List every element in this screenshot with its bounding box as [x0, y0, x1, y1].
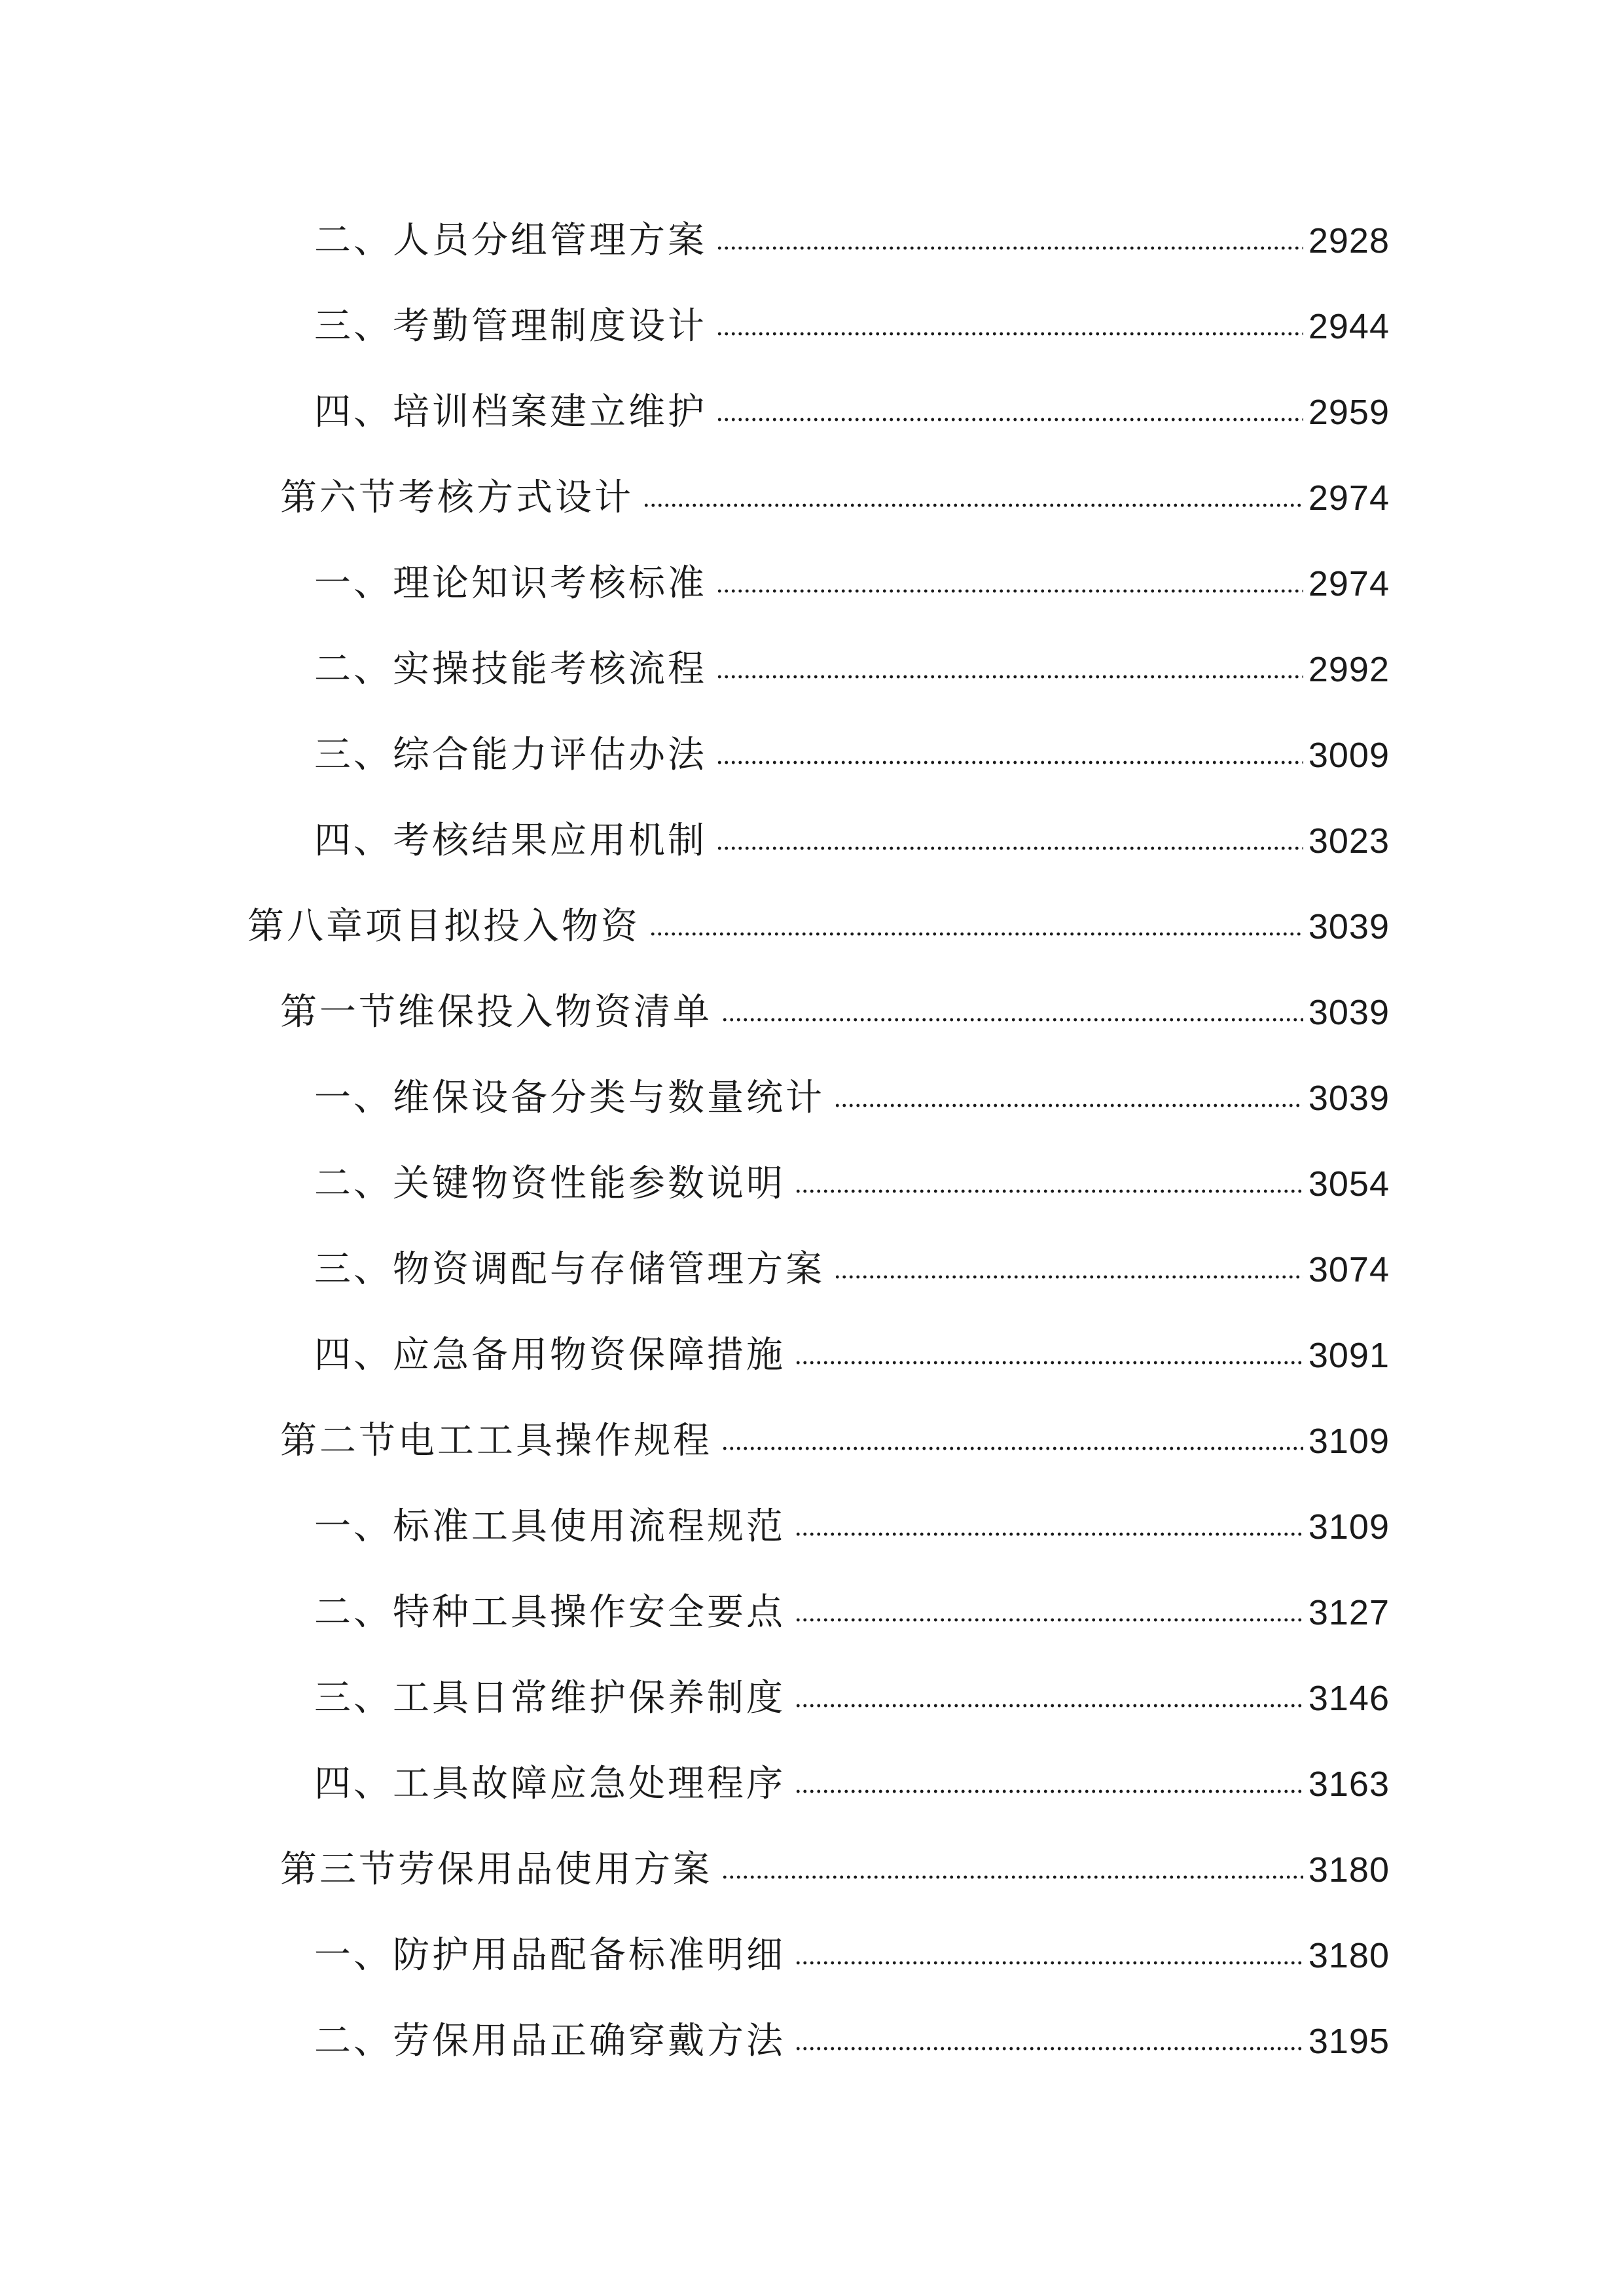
toc-entry[interactable] — [0, 1741, 1624, 1827]
toc-dot-leader — [834, 1270, 1303, 1283]
toc-page-number: 3039 — [1308, 906, 1390, 946]
toc-entry[interactable] — [0, 455, 1624, 541]
toc-entry[interactable] — [0, 884, 1624, 969]
toc-page-number: 3180 — [1308, 1850, 1390, 1890]
toc-dot-leader — [716, 670, 1303, 683]
toc-entry[interactable] — [0, 1227, 1624, 1312]
toc-entry-title: 二、实操技能考核流程 — [314, 647, 707, 691]
toc-dot-leader — [643, 499, 1303, 512]
toc-entry-title: 三、考勤管理制度设计 — [314, 304, 707, 348]
toc-page-number: 3127 — [1308, 1592, 1390, 1632]
toc-page-number: 2959 — [1308, 392, 1390, 432]
toc-entry[interactable] — [0, 1655, 1624, 1741]
toc-entry-title: 二、劳保用品正确穿戴方法 — [314, 2019, 785, 2062]
toc-dot-leader — [834, 1099, 1303, 1112]
toc-page-number: 2928 — [1308, 221, 1390, 260]
toc-entry-title: 四、应急备用物资保障措施 — [314, 1333, 785, 1376]
toc-entry[interactable] — [0, 1484, 1624, 1570]
toc-page-number: 3091 — [1308, 1335, 1390, 1375]
toc-dot-leader — [721, 1871, 1303, 1884]
toc-entry[interactable] — [0, 369, 1624, 455]
toc-entry-title: 三、综合能力评估办法 — [314, 733, 707, 776]
toc-entry-title: 第八章项目拟投入物资 — [247, 905, 640, 948]
toc-dot-leader — [716, 327, 1303, 340]
toc-page-number: 2992 — [1308, 649, 1390, 689]
toc-entry[interactable] — [0, 283, 1624, 369]
toc-page-number: 3109 — [1308, 1507, 1390, 1547]
toc-dot-leader — [795, 1185, 1303, 1198]
toc-entry[interactable] — [0, 1055, 1624, 1141]
toc-dot-leader — [716, 242, 1303, 255]
toc-page-number: 3039 — [1308, 992, 1390, 1032]
toc-entry[interactable] — [0, 541, 1624, 626]
toc-page-number: 2944 — [1308, 306, 1390, 346]
toc-dot-leader — [795, 1356, 1303, 1369]
toc-entry[interactable] — [0, 1827, 1624, 1912]
toc-entry[interactable] — [0, 1570, 1624, 1655]
toc-dot-leader — [649, 927, 1303, 941]
toc-entry-title: 第二节电工工具操作规程 — [280, 1419, 712, 1462]
toc-page-number: 3039 — [1308, 1078, 1390, 1118]
toc-page-number: 3163 — [1308, 1764, 1390, 1804]
toc-entry[interactable] — [0, 1141, 1624, 1227]
toc-page-number: 3054 — [1308, 1164, 1390, 1204]
toc-entry[interactable] — [0, 198, 1624, 283]
toc-entry-title: 四、工具故障应急处理程序 — [314, 1762, 785, 1805]
toc-dot-leader — [795, 1613, 1303, 1626]
toc-dot-leader — [716, 756, 1303, 769]
toc-dot-leader — [716, 584, 1303, 598]
toc-entry[interactable] — [0, 712, 1624, 798]
toc-entry-title: 一、理论知识考核标准 — [314, 562, 707, 605]
toc-entry[interactable] — [0, 1998, 1624, 2084]
toc-page-number: 3146 — [1308, 1678, 1390, 1718]
toc-dot-leader — [795, 1699, 1303, 1712]
toc-entry-title: 四、培训档案建立维护 — [314, 390, 707, 433]
toc-entry[interactable] — [0, 1312, 1624, 1398]
toc-page-number: 3009 — [1308, 735, 1390, 775]
table-of-contents — [0, 198, 1624, 2084]
toc-page-number: 2974 — [1308, 564, 1390, 603]
toc-entry[interactable] — [0, 798, 1624, 884]
toc-entry-title: 一、防护用品配备标准明细 — [314, 1933, 785, 1977]
toc-dot-leader — [716, 413, 1303, 426]
toc-entry-title: 第三节劳保用品使用方案 — [280, 1848, 712, 1891]
toc-dot-leader — [721, 1013, 1303, 1026]
toc-entry-title: 二、人员分组管理方案 — [314, 219, 707, 262]
toc-page-number: 3074 — [1308, 1249, 1390, 1289]
toc-entry[interactable] — [0, 1912, 1624, 1998]
toc-dot-leader — [795, 1528, 1303, 1541]
toc-dot-leader — [795, 1785, 1303, 1798]
toc-entry[interactable] — [0, 1398, 1624, 1484]
toc-dot-leader — [716, 842, 1303, 855]
toc-page-number: 3109 — [1308, 1421, 1390, 1461]
toc-entry-title: 第六节考核方式设计 — [280, 476, 634, 519]
toc-page-number: 3023 — [1308, 821, 1390, 861]
toc-entry-title: 三、物资调配与存储管理方案 — [314, 1247, 825, 1291]
toc-entry-title: 二、特种工具操作安全要点 — [314, 1590, 785, 1634]
toc-page-number: 2974 — [1308, 478, 1390, 518]
toc-dot-leader — [721, 1442, 1303, 1455]
toc-entry[interactable] — [0, 626, 1624, 712]
toc-entry-title: 一、标准工具使用流程规范 — [314, 1505, 785, 1548]
toc-entry-title: 二、关键物资性能参数说明 — [314, 1162, 785, 1205]
toc-entry-title: 第一节维保投入物资清单 — [280, 990, 712, 1033]
toc-entry-title: 一、维保设备分类与数量统计 — [314, 1076, 825, 1119]
toc-entry-title: 四、考核结果应用机制 — [314, 819, 707, 862]
toc-entry[interactable] — [0, 969, 1624, 1055]
toc-dot-leader — [795, 1956, 1303, 1969]
toc-page-number: 3195 — [1308, 2021, 1390, 2061]
toc-page-number: 3180 — [1308, 1935, 1390, 1975]
toc-dot-leader — [795, 2042, 1303, 2055]
toc-entry-title: 三、工具日常维护保养制度 — [314, 1676, 785, 1719]
